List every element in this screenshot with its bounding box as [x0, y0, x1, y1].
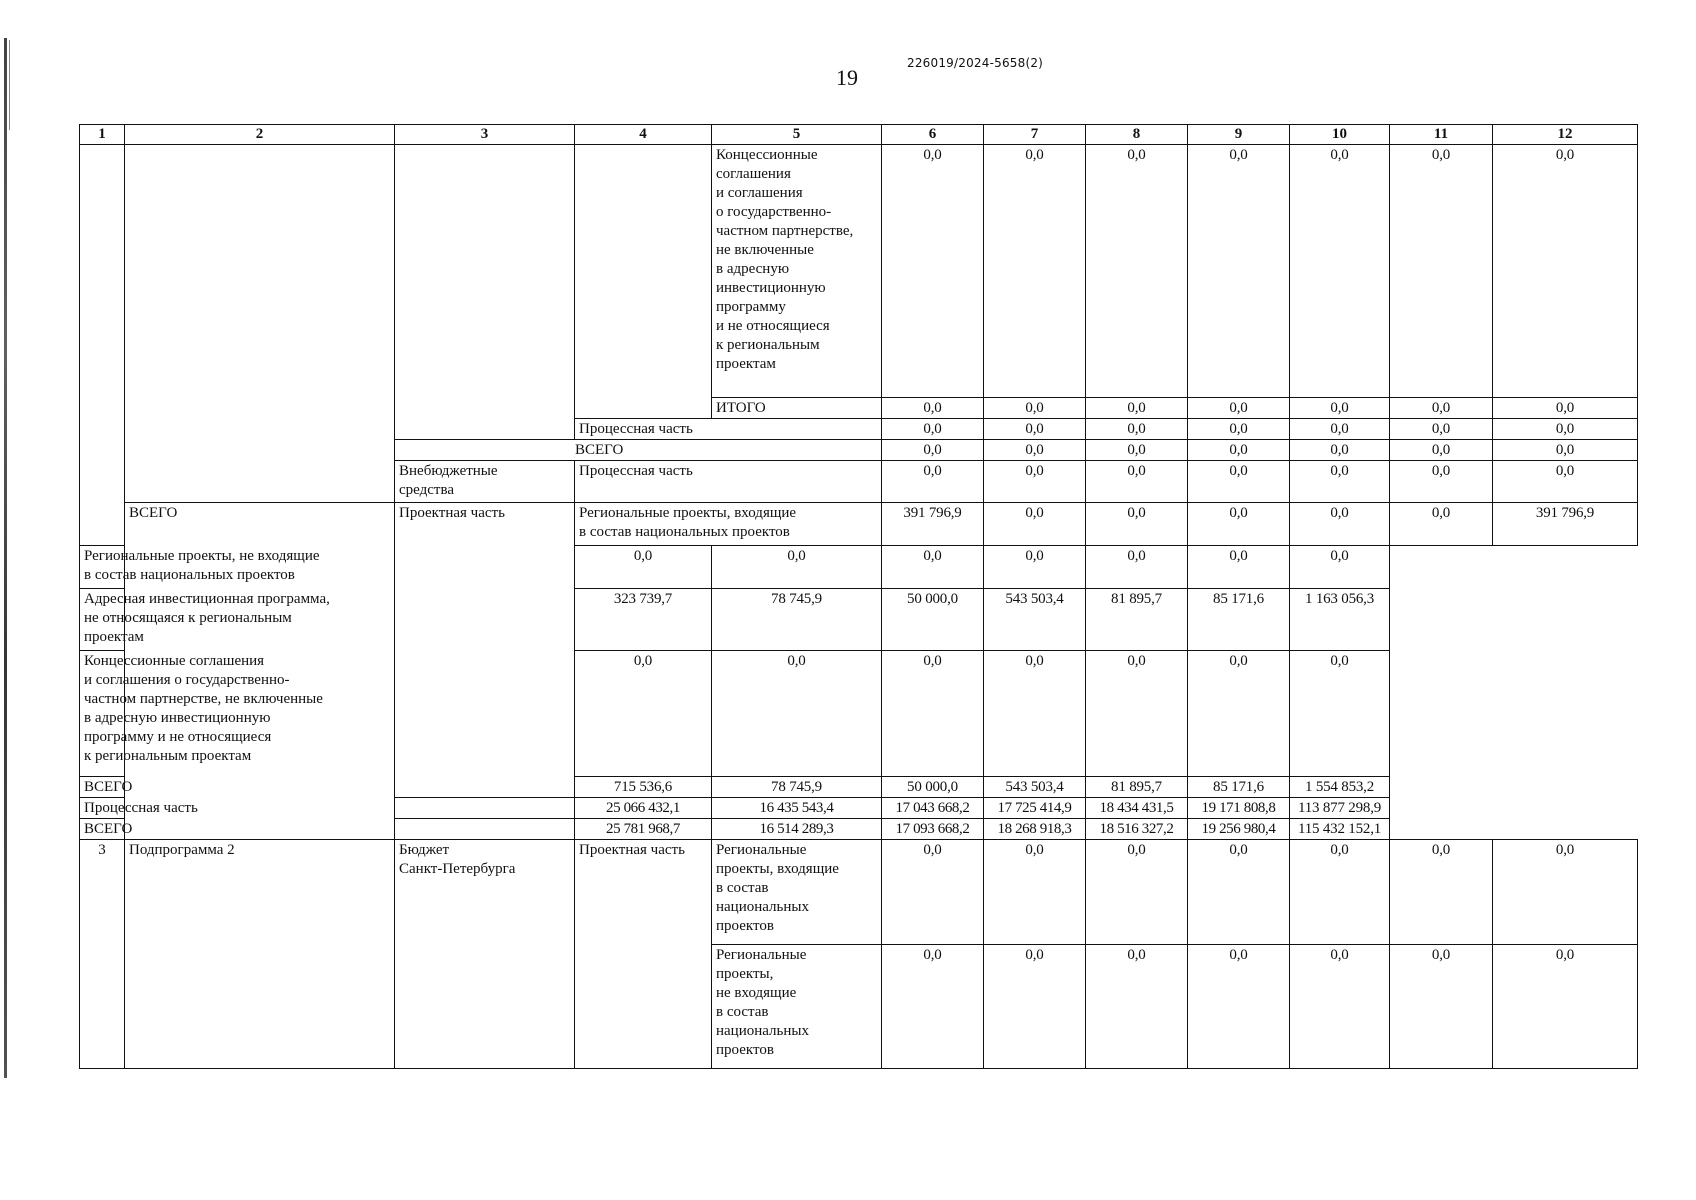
- cell-value: 543 503,4: [984, 777, 1086, 798]
- cell-value: 0,0: [984, 503, 1086, 546]
- cell-value: 0,0: [882, 440, 984, 461]
- cell-value: 0,0: [882, 398, 984, 419]
- cell-value: 391 796,9: [882, 503, 984, 546]
- cell-col2-empty: [125, 145, 395, 503]
- cell-value: 0,0: [882, 651, 984, 777]
- cell-value: 16 435 543,4: [712, 798, 882, 819]
- cell-value: 0,0: [712, 651, 882, 777]
- cell-value: 0,0: [1188, 840, 1290, 945]
- column-number-row: [80, 125, 1638, 145]
- cell-value: 0,0: [1086, 945, 1188, 1069]
- cell-value: 0,0: [712, 546, 882, 589]
- table-row: [80, 840, 1638, 945]
- budget-table: [79, 124, 1638, 1069]
- cell-value: 17 093 668,2: [882, 819, 984, 840]
- column-number-cell: 9: [1188, 125, 1290, 145]
- cell-value: 0,0: [1086, 398, 1188, 419]
- row-label: Процессная часть: [80, 798, 575, 819]
- block-name: ВСЕГО: [125, 503, 395, 840]
- cell-value: 0,0: [1290, 440, 1390, 461]
- cell-value: 17 725 414,9: [984, 798, 1086, 819]
- cell-value: 0,0: [1390, 145, 1493, 398]
- cell-value: 0,0: [984, 461, 1086, 503]
- cell-value: 0,0: [1188, 945, 1290, 1069]
- cell-value: 0,0: [1390, 419, 1493, 440]
- cell-value: 25 781 968,7: [575, 819, 712, 840]
- cell-value: 0,0: [984, 546, 1086, 589]
- row-label: Процессная часть: [575, 461, 882, 503]
- column-number-cell: 1: [80, 125, 125, 145]
- subprogram-name: Подпрограмма 2: [125, 840, 395, 1069]
- row-label: Региональные проекты, входящие в состав национальных проектов: [712, 840, 882, 945]
- column-number-cell: 2: [125, 125, 395, 145]
- cell-value: 0,0: [1086, 503, 1188, 546]
- row-label: ИТОГО: [712, 398, 882, 419]
- cell-value: 543 503,4: [984, 589, 1086, 651]
- cell-value: 19 171 808,8: [1188, 798, 1290, 819]
- cell-value: 16 514 289,3: [712, 819, 882, 840]
- cell-col4-empty: [575, 145, 712, 419]
- cell-value: 323 739,7: [575, 589, 712, 651]
- row-label: Региональные проекты, не входящие в состав национальных проектов: [712, 945, 882, 1069]
- cell-value: 715 536,6: [575, 777, 712, 798]
- cell-value: 50 000,0: [882, 777, 984, 798]
- cell-value: 0,0: [882, 419, 984, 440]
- cell-value: 1 163 056,3: [1290, 589, 1390, 651]
- cell-value: 113 877 298,9: [1290, 798, 1390, 819]
- cell-value: 0,0: [984, 440, 1086, 461]
- cell-col3-empty: [395, 145, 575, 440]
- cell-value: 78 745,9: [712, 777, 882, 798]
- table-row: [80, 546, 1638, 589]
- cell-value: 0,0: [1493, 419, 1638, 440]
- cell-value: 78 745,9: [712, 589, 882, 651]
- cell-value: 81 895,7: [1086, 589, 1188, 651]
- column-number-cell: 5: [712, 125, 882, 145]
- row-number: 3: [80, 840, 125, 1069]
- cell-value: 18 516 327,2: [1086, 819, 1188, 840]
- document-number: 226019/2024-5658(2): [907, 56, 1044, 70]
- cell-value: 0,0: [882, 945, 984, 1069]
- cell-value: 0,0: [1086, 440, 1188, 461]
- page-number: 19: [836, 65, 858, 90]
- cell-value: 18 268 918,3: [984, 819, 1086, 840]
- cell-value: 0,0: [1290, 651, 1390, 777]
- cell-value: 0,0: [984, 840, 1086, 945]
- row-label: Концессионные соглашения и соглашения о государственно- частном партнерстве, не включенные в адресную инвестиционную программу и не относящиеся к региональным проектам: [712, 145, 882, 398]
- cell-value: 0,0: [575, 546, 712, 589]
- column-number-cell: 12: [1493, 125, 1638, 145]
- cell-value: 0,0: [1493, 145, 1638, 398]
- cell-value: 0,0: [1188, 461, 1290, 503]
- cell-value: 0,0: [1390, 398, 1493, 419]
- row-label: Адресная инвестиционная программа, не относящаяся к региональным проектам: [80, 589, 395, 651]
- cell-value: 0,0: [1188, 419, 1290, 440]
- column-number-cell: 3: [395, 125, 575, 145]
- cell-value: 0,0: [1493, 398, 1638, 419]
- table-row: [80, 777, 1638, 798]
- cell-value: 17 043 668,2: [882, 798, 984, 819]
- cell-value: 0,0: [1290, 503, 1390, 546]
- column-number-cell: 8: [1086, 125, 1188, 145]
- scan-edge-mark: [4, 38, 7, 1078]
- cell-value: 0,0: [1290, 145, 1390, 398]
- table-row: [80, 651, 1638, 777]
- cell-value: 0,0: [984, 945, 1086, 1069]
- table-row: [80, 145, 1638, 398]
- cell-value: 0,0: [1290, 840, 1390, 945]
- cell-value: 18 434 431,5: [1086, 798, 1188, 819]
- cell-col1-empty: [80, 145, 125, 546]
- cell-value: 1 554 853,2: [1290, 777, 1390, 798]
- cell-value: 0,0: [984, 651, 1086, 777]
- part-name: Проектная часть: [575, 840, 712, 1069]
- row-label: ВСЕГО: [395, 440, 882, 461]
- cell-value: 0,0: [1290, 945, 1390, 1069]
- table-row: [80, 503, 1638, 546]
- column-number-cell: 7: [984, 125, 1086, 145]
- cell-value: 0,0: [882, 546, 984, 589]
- cell-value: 50 000,0: [882, 589, 984, 651]
- cell-value: 0,0: [882, 145, 984, 398]
- cell-value: 81 895,7: [1086, 777, 1188, 798]
- cell-value: 0,0: [984, 398, 1086, 419]
- cell-value: 0,0: [1390, 461, 1493, 503]
- cell-value: 0,0: [1188, 546, 1290, 589]
- row-label: Процессная часть: [575, 419, 882, 440]
- column-number-cell: 4: [575, 125, 712, 145]
- row-label: Региональные проекты, не входящие в состав национальных проектов: [80, 546, 395, 589]
- column-number-cell: 11: [1390, 125, 1493, 145]
- cell-value: 0,0: [1493, 461, 1638, 503]
- cell-value: 0,0: [1188, 145, 1290, 398]
- row-label: ВСЕГО: [80, 819, 575, 840]
- cell-value: 0,0: [1086, 651, 1188, 777]
- scan-edge-mark: [9, 40, 10, 130]
- cell-value: 0,0: [984, 145, 1086, 398]
- cell-value: 0,0: [1188, 503, 1290, 546]
- table-row: [80, 819, 1638, 840]
- cell-value: 0,0: [1086, 145, 1188, 398]
- cell-value: 85 171,6: [1188, 589, 1290, 651]
- cell-value: 85 171,6: [1188, 777, 1290, 798]
- cell-value: 0,0: [1493, 945, 1638, 1069]
- cell-value: 25 066 432,1: [575, 798, 712, 819]
- cell-value: 0,0: [1086, 840, 1188, 945]
- cell-value: 0,0: [882, 840, 984, 945]
- cell-value: 0,0: [1086, 546, 1188, 589]
- cell-value: 0,0: [1086, 419, 1188, 440]
- cell-value: 0,0: [1290, 398, 1390, 419]
- funding-source: Внебюджетные средства: [395, 461, 575, 503]
- row-label: ВСЕГО: [80, 777, 395, 798]
- cell-value: 19 256 980,4: [1188, 819, 1290, 840]
- cell-value: 0,0: [1188, 440, 1290, 461]
- cell-value: 0,0: [1390, 503, 1493, 546]
- cell-value: 0,0: [1086, 461, 1188, 503]
- cell-value: 0,0: [1390, 840, 1493, 945]
- cell-value: 391 796,9: [1493, 503, 1638, 546]
- cell-value: 0,0: [1493, 440, 1638, 461]
- cell-value: 0,0: [1290, 419, 1390, 440]
- cell-value: 115 432 152,1: [1290, 819, 1390, 840]
- cell-value: 0,0: [1390, 945, 1493, 1069]
- row-label: Концессионные соглашения и соглашения о государственно- частном партнерстве, не включенные в адресную инвестиционную программу и не относящиеся к региональным проектам: [80, 651, 395, 777]
- funding-source: Бюджет Санкт-Петербурга: [395, 840, 575, 1069]
- cell-value: 0,0: [575, 651, 712, 777]
- part-name: Проектная часть: [395, 503, 575, 798]
- cell-value: 0,0: [1390, 440, 1493, 461]
- column-number-cell: 6: [882, 125, 984, 145]
- table-row: [80, 798, 1638, 819]
- row-label: Региональные проекты, входящие в состав национальных проектов: [575, 503, 882, 546]
- cell-value: 0,0: [1188, 398, 1290, 419]
- cell-value: 0,0: [1290, 546, 1390, 589]
- cell-value: 0,0: [1188, 651, 1290, 777]
- column-number-cell: 10: [1290, 125, 1390, 145]
- cell-value: 0,0: [882, 461, 984, 503]
- cell-value: 0,0: [1493, 840, 1638, 945]
- cell-value: 0,0: [1290, 461, 1390, 503]
- cell-value: 0,0: [984, 419, 1086, 440]
- table-row: [80, 589, 1638, 651]
